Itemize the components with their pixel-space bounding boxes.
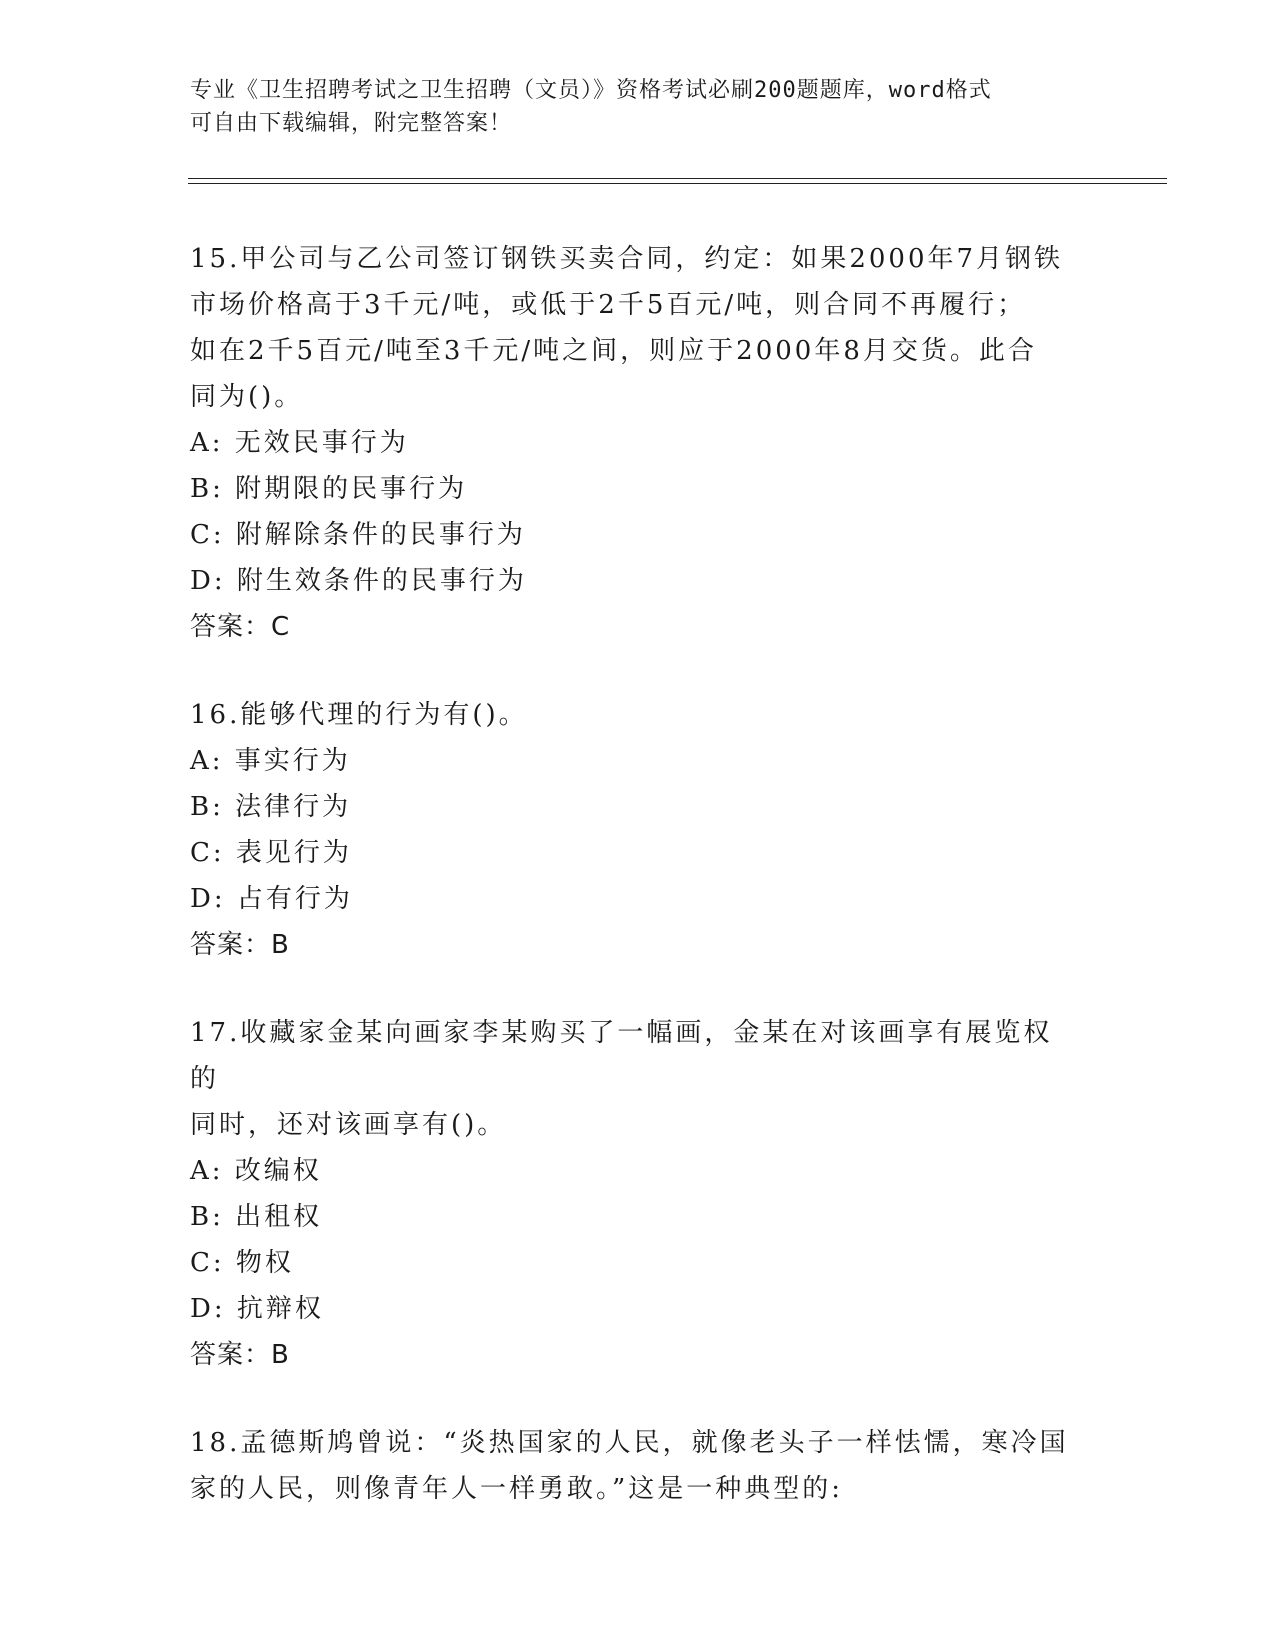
question-stem-line: 市场价格高于3千元/吨，或低于2千5百元/吨，则合同不再履行； [190, 290, 1027, 320]
option-c: C: 物权 [190, 1248, 294, 1278]
option-c: C: 表见行为 [190, 838, 352, 868]
option-c: C: 附解除条件的民事行为 [190, 520, 526, 550]
question-17 [190, 1010, 1080, 1378]
question-stem-line: 18.孟德斯鸠曾说：“炎热国家的人民，就像老头子一样怯懦，寒冷国 [190, 1428, 1069, 1458]
option-a: A: 改编权 [190, 1156, 322, 1186]
answer-label: 答案：B [190, 930, 290, 960]
answer-label: 答案：B [190, 1340, 290, 1370]
option-b: B: 法律行为 [190, 792, 352, 822]
header-title-line-2: 可自由下载编辑，附完整答案！ [190, 111, 513, 136]
option-d: D: 占有行为 [190, 884, 353, 914]
option-a: A: 无效民事行为 [190, 428, 409, 458]
question-18 [190, 1420, 1080, 1512]
header-divider [188, 178, 1167, 184]
question-list [190, 236, 1080, 1554]
question-stem-line: 同为()。 [190, 382, 304, 412]
question-stem-line: 家的人民，则像青年人一样勇敢。”这是一种典型的: [190, 1474, 844, 1504]
question-stem-line: 16.能够代理的行为有()。 [190, 700, 528, 730]
header-title-line-1: 专业《卫生招聘考试之卫生招聘（文员）》资格考试必刷200题题库，word格式 [190, 78, 992, 103]
document-header [190, 74, 1090, 140]
question-stem-line: 同时，还对该画享有()。 [190, 1110, 507, 1140]
question-16 [190, 692, 1080, 968]
option-d: D: 抗辩权 [190, 1294, 324, 1324]
answer-label: 答案：C [190, 612, 291, 642]
option-a: A: 事实行为 [190, 746, 351, 776]
question-stem-line: 如在2千5百元/吨至3千元/吨之间，则应于2000年8月交货。此合 [190, 336, 1037, 366]
question-15 [190, 236, 1080, 650]
option-b: B: 出租权 [190, 1202, 323, 1232]
question-stem-line: 15.甲公司与乙公司签订钢铁买卖合同，约定：如果2000年7月钢铁 [190, 244, 1064, 274]
option-b: B: 附期限的民事行为 [190, 474, 468, 504]
option-d: D: 附生效条件的民事行为 [190, 566, 527, 596]
question-stem-line: 17.收藏家金某向画家李某购买了一幅画，金某在对该画享有展览权的 [190, 1018, 1053, 1094]
